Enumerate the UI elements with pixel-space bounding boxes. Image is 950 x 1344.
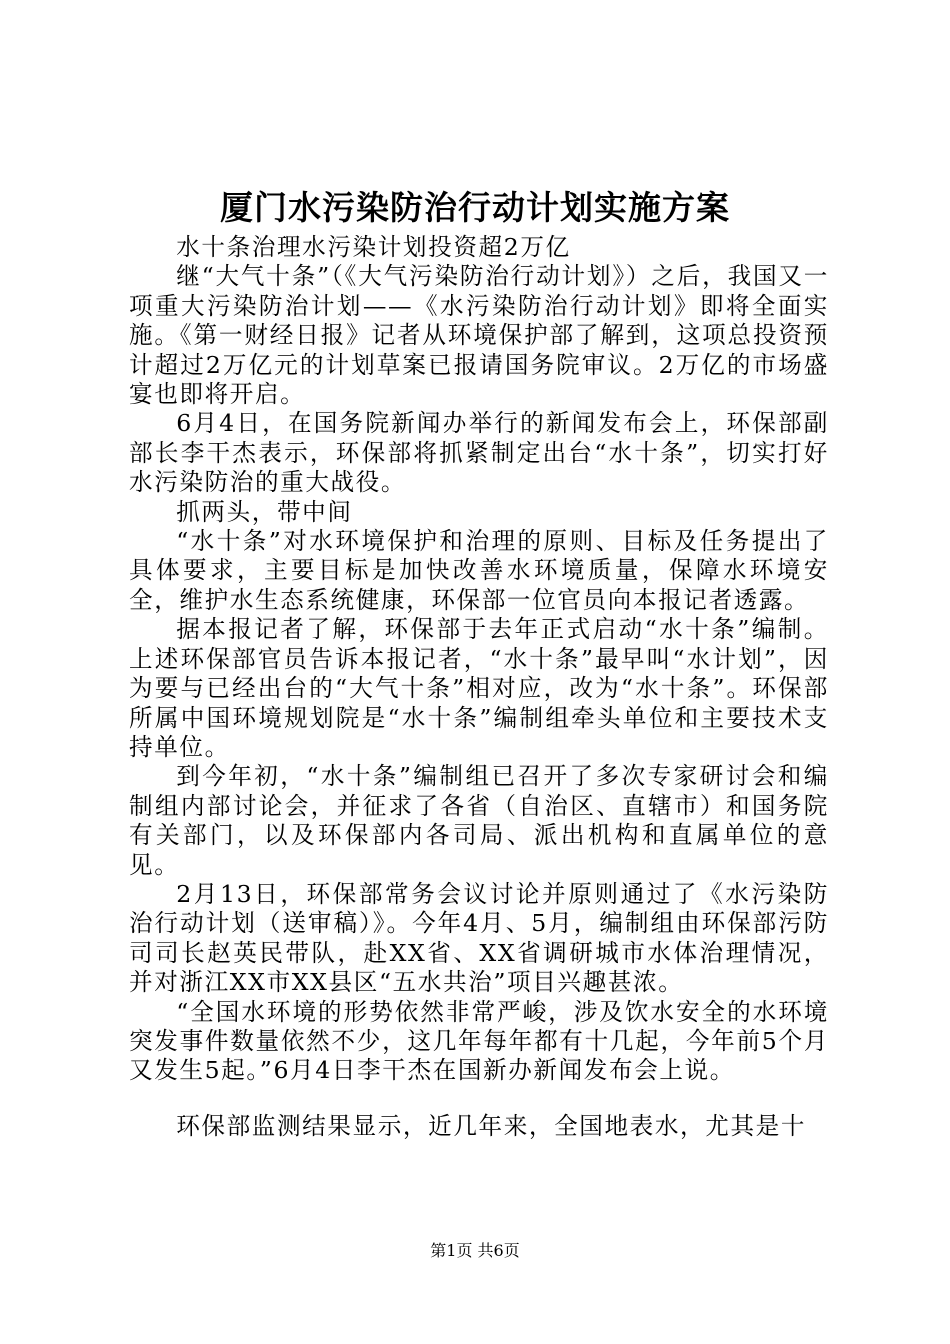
paragraph: “全国水环境的形势依然非常严峻，涉及饮水安全的水环境突发事件数量依然不少，这几年每年都有十几起，今年前5个月又发生5起。”6月4日李干杰在国新办新闻发布会上说。 [129, 997, 829, 1085]
paragraph: 环保部监测结果显示，近几年来，全国地表水，尤其是十 [176, 1111, 807, 1140]
paragraph: 继“大气十条”（《大气污染防治行动计划》）之后，我国又一项重大污染防治计划——《水污染防治行动计划》即将全面实施。《第一财经日报》记者从环境保护部了解到，这项总投资预计超过2万亿元的计划草案已报请国务院审议。2万亿的市场盛宴也即将开启。 [129, 262, 829, 409]
paragraph: 到今年初，“水十条”编制组已召开了多次专家研讨会和编制组内部讨论会，并征求了各省（自治区、直辖市）和国务院有关部门，以及环保部内各司局、派出机构和直属单位的意见。 [129, 762, 829, 879]
document-body [129, 233, 829, 1141]
paragraph-section-heading: 抓两头，带中间 [176, 497, 353, 526]
paragraph-subheading: 水十条治理水污染计划投资超2万亿 [176, 233, 571, 261]
paragraph: “水十条”对水环境保护和治理的原则、目标及任务提出了具体要求，主要目标是加快改善水环境质量，保障水环境安全，维护水生态系统健康，环保部一位官员向本报记者透露。 [129, 527, 829, 614]
paragraph: 6月4日，在国务院新闻办举行的新闻发布会上，环保部副部长李干杰表示，环保部将抓紧制定出台“水十条”，切实打好水污染防治的重大战役。 [129, 409, 829, 497]
paragraph: 2月13日，环保部常务会议讨论并原则通过了《水污染防治行动计划（送审稿）》。今年4月、5月，编制组由环保部污防司司长赵英民带队，赴XX省、XX省调研城市水体治理情况，并对浙江XX市XX县区“五水共治”项目兴趣甚浓。 [129, 879, 829, 997]
page-number-footer: 第1页 共6页 [430, 1241, 520, 1260]
paragraph: 据本报记者了解，环保部于去年正式启动“水十条”编制。上述环保部官员告诉本报记者，“水十条”最早叫“水计划”，因为要与已经出台的“大气十条”相对应，改为“水十条”。环保部所属中国环境规划院是“水十条”编制组牵头单位和主要技术支持单位。 [129, 615, 829, 761]
document-title: 厦门水污染防治行动计划实施方案 [220, 188, 730, 227]
